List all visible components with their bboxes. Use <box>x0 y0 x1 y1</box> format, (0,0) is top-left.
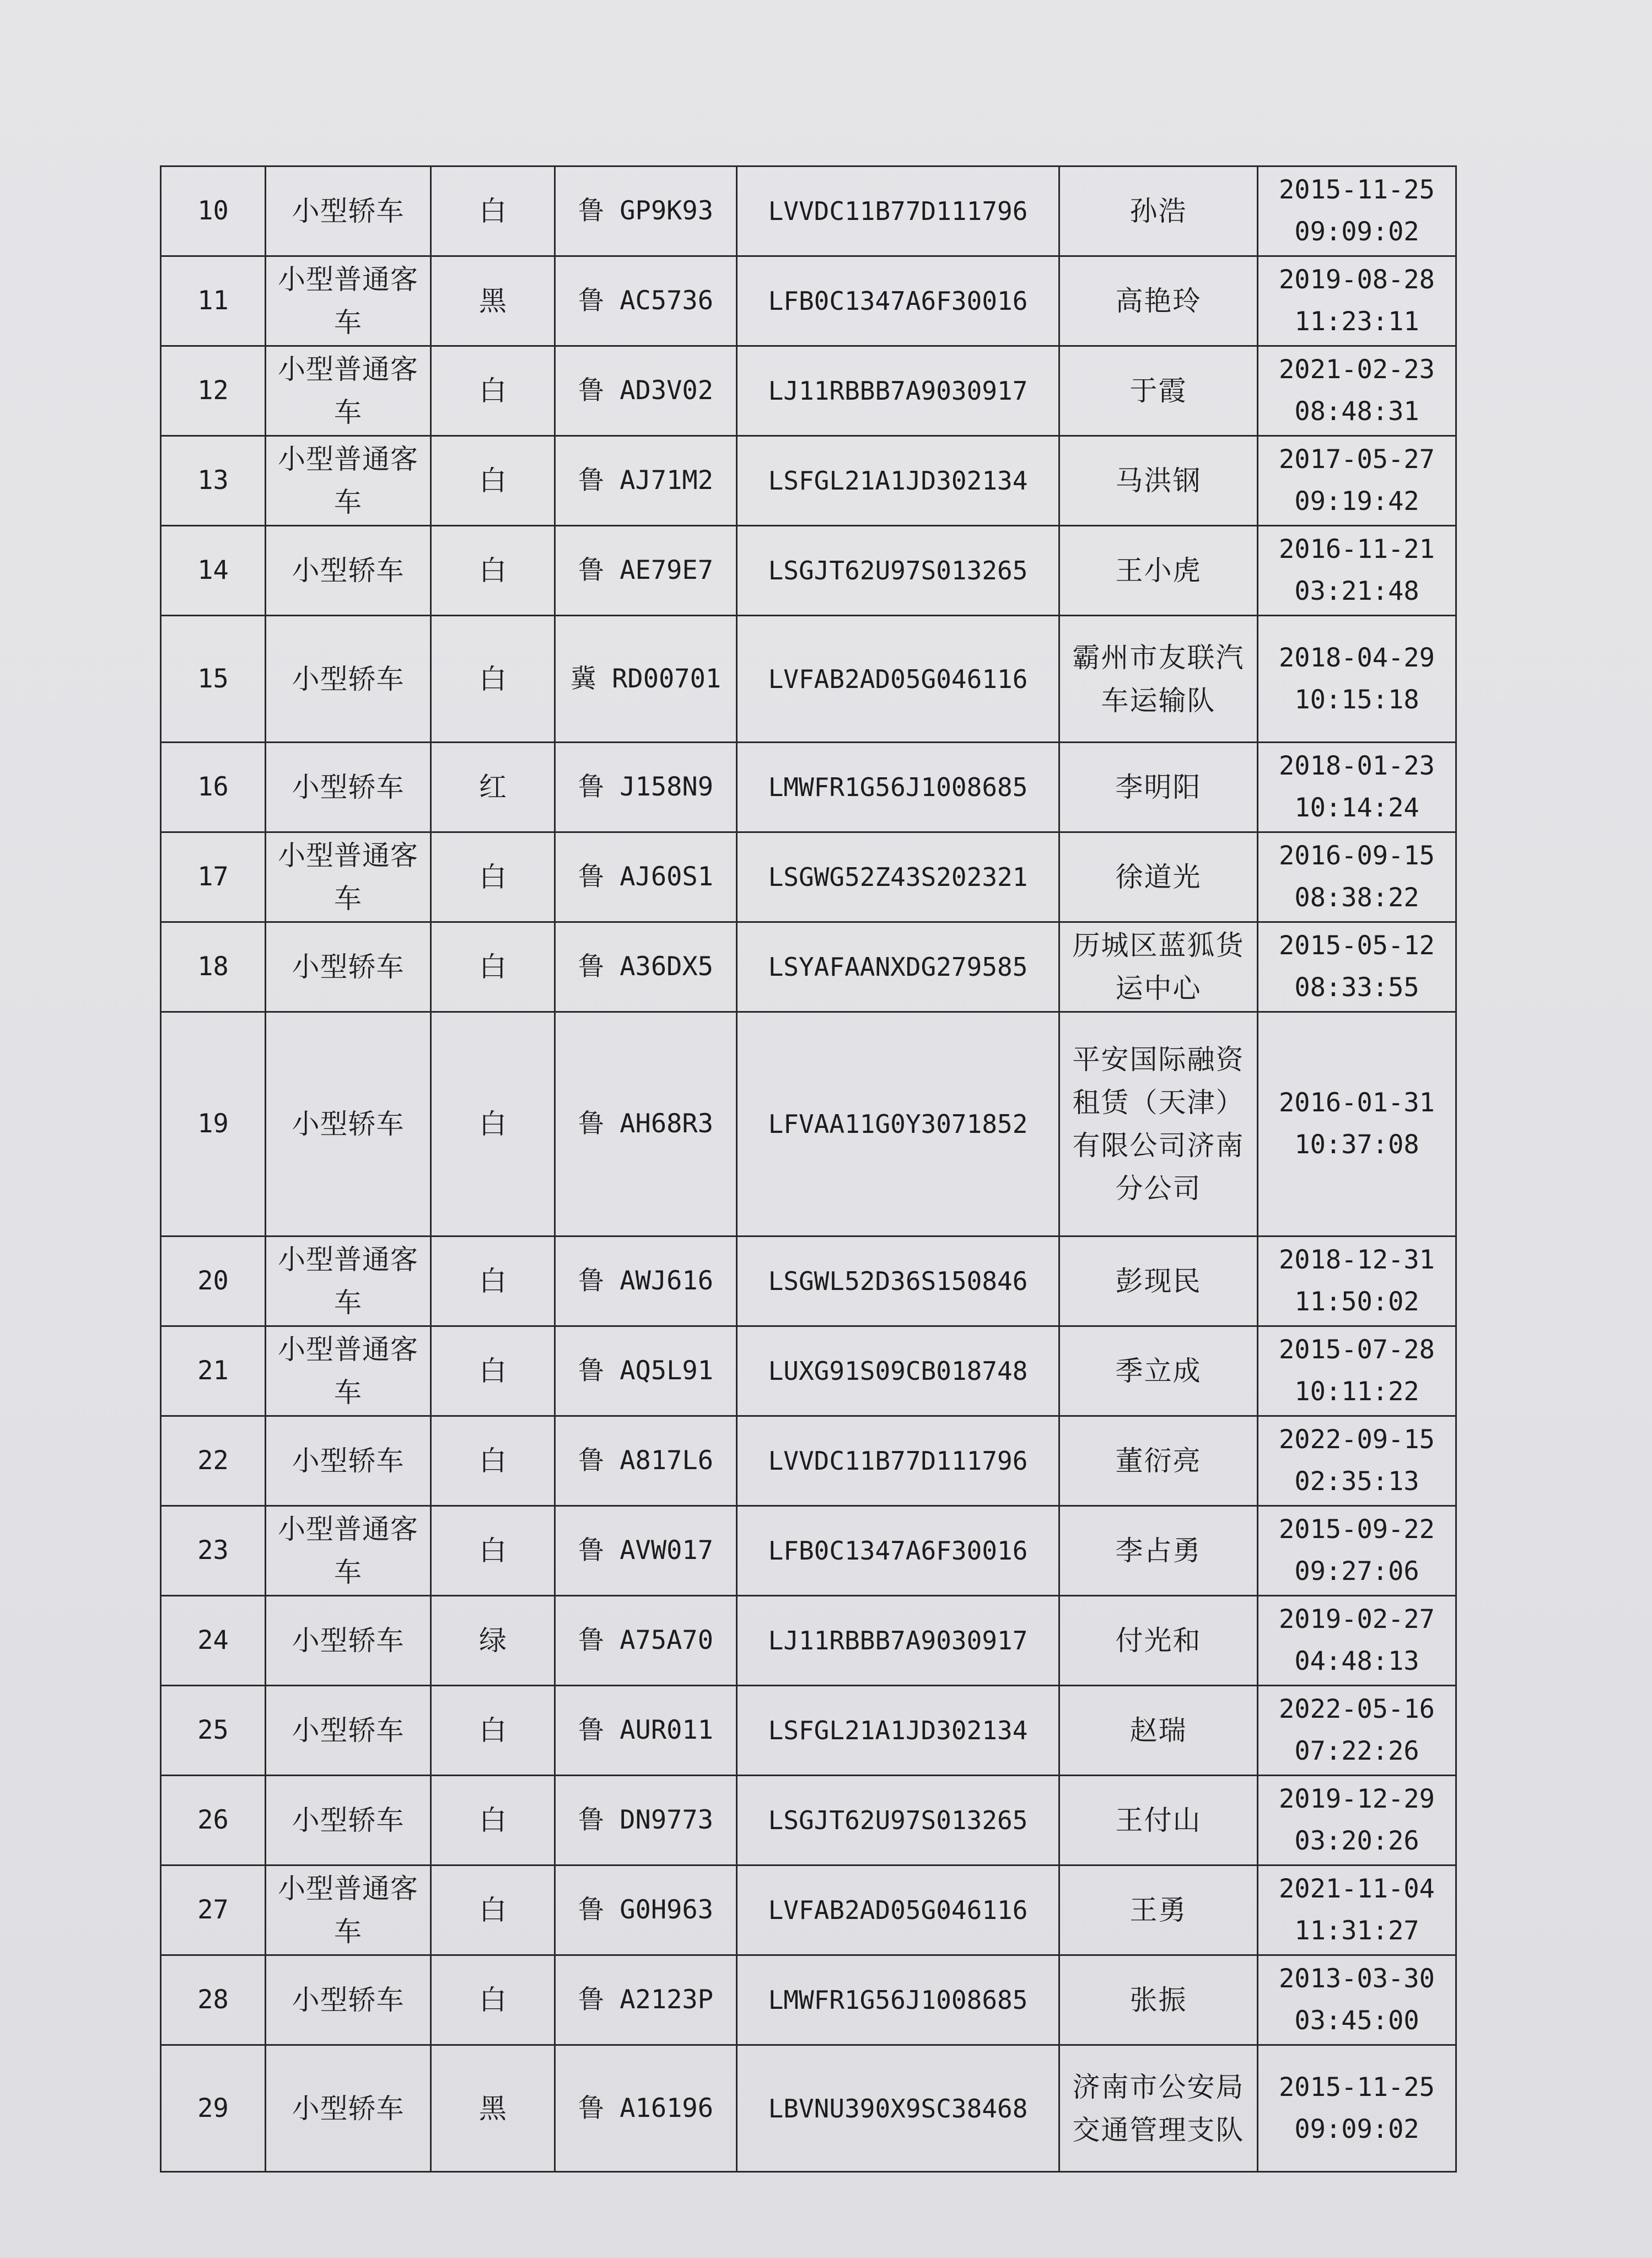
vin-cell: LJ11RBBB7A9030917 <box>737 346 1059 436</box>
vin-cell: LSYAFAANXDG279585 <box>737 922 1059 1012</box>
vehicle-color-cell: 白 <box>431 1012 555 1236</box>
vehicle-color-cell: 白 <box>431 616 555 743</box>
owner-cell: 霸州市友联汽车运输队 <box>1059 616 1258 743</box>
registration-datetime-cell: 2015-05-12 08:33:55 <box>1258 922 1456 1012</box>
owner-cell: 高艳玲 <box>1059 256 1258 346</box>
table-row <box>161 1506 1456 1596</box>
plate-number-cell: 鲁 J158N9 <box>555 743 737 832</box>
vehicle-type-cell: 小型轿车 <box>266 616 431 743</box>
registration-datetime-cell: 2022-05-16 07:22:26 <box>1258 1686 1456 1776</box>
vehicle-color-cell: 白 <box>431 1776 555 1865</box>
vehicle-color-cell: 白 <box>431 436 555 526</box>
plate-number-cell: 鲁 A817L6 <box>555 1416 737 1506</box>
table-row <box>161 922 1456 1012</box>
owner-cell: 于霞 <box>1059 346 1258 436</box>
vin-cell: LVVDC11B77D111796 <box>737 1416 1059 1506</box>
vehicle-color-cell: 白 <box>431 166 555 256</box>
vehicle-type-cell: 小型普通客车 <box>266 1326 431 1416</box>
vehicle-color-cell: 红 <box>431 743 555 832</box>
vin-cell: LVVDC11B77D111796 <box>737 166 1059 256</box>
table-row <box>161 256 1456 346</box>
vehicle-type-cell: 小型普通客车 <box>266 436 431 526</box>
registration-datetime-cell: 2018-12-31 11:50:02 <box>1258 1236 1456 1326</box>
registration-datetime-cell: 2019-02-27 04:48:13 <box>1258 1596 1456 1686</box>
row-number-cell: 16 <box>161 743 266 832</box>
row-number-cell: 18 <box>161 922 266 1012</box>
owner-cell: 王小虎 <box>1059 526 1258 616</box>
owner-cell: 历城区蓝狐货运中心 <box>1059 922 1258 1012</box>
plate-number-cell: 鲁 A2123P <box>555 1955 737 2045</box>
vehicle-color-cell: 绿 <box>431 1596 555 1686</box>
vehicle-type-cell: 小型轿车 <box>266 166 431 256</box>
table-row <box>161 832 1456 922</box>
owner-cell: 董衍亮 <box>1059 1416 1258 1506</box>
plate-number-cell: 鲁 DN9773 <box>555 1776 737 1865</box>
table-row <box>161 1776 1456 1865</box>
registration-datetime-cell: 2016-01-31 10:37:08 <box>1258 1012 1456 1236</box>
registration-datetime-cell: 2021-02-23 08:48:31 <box>1258 346 1456 436</box>
vehicle-type-cell: 小型轿车 <box>266 1955 431 2045</box>
table-row <box>161 1012 1456 1236</box>
owner-cell: 张振 <box>1059 1955 1258 2045</box>
row-number-cell: 24 <box>161 1596 266 1686</box>
vehicle-type-cell: 小型轿车 <box>266 1012 431 1236</box>
vehicle-type-cell: 小型轿车 <box>266 1596 431 1686</box>
table-row <box>161 166 1456 256</box>
owner-cell: 李占勇 <box>1059 1506 1258 1596</box>
row-number-cell: 13 <box>161 436 266 526</box>
vehicle-type-cell: 小型轿车 <box>266 922 431 1012</box>
vehicle-color-cell: 白 <box>431 1865 555 1955</box>
owner-cell: 彭现民 <box>1059 1236 1258 1326</box>
registration-datetime-cell: 2013-03-30 03:45:00 <box>1258 1955 1456 2045</box>
vin-cell: LVFAB2AD05G046116 <box>737 1865 1059 1955</box>
registration-datetime-cell: 2016-11-21 03:21:48 <box>1258 526 1456 616</box>
plate-number-cell: 鲁 GP9K93 <box>555 166 737 256</box>
vin-cell: LVFAB2AD05G046116 <box>737 616 1059 743</box>
owner-cell: 赵瑞 <box>1059 1686 1258 1776</box>
row-number-cell: 11 <box>161 256 266 346</box>
vin-cell: LFB0C1347A6F30016 <box>737 1506 1059 1596</box>
row-number-cell: 12 <box>161 346 266 436</box>
plate-number-cell: 鲁 AD3V02 <box>555 346 737 436</box>
vehicle-color-cell: 白 <box>431 1506 555 1596</box>
vehicle-color-cell: 白 <box>431 1686 555 1776</box>
vehicle-type-cell: 小型轿车 <box>266 526 431 616</box>
table-row <box>161 1236 1456 1326</box>
plate-number-cell: 鲁 A36DX5 <box>555 922 737 1012</box>
registration-datetime-cell: 2019-12-29 03:20:26 <box>1258 1776 1456 1865</box>
registration-datetime-cell: 2015-07-28 10:11:22 <box>1258 1326 1456 1416</box>
owner-cell: 李明阳 <box>1059 743 1258 832</box>
table-row <box>161 1955 1456 2045</box>
row-number-cell: 23 <box>161 1506 266 1596</box>
registration-datetime-cell: 2015-09-22 09:27:06 <box>1258 1506 1456 1596</box>
table-row <box>161 1865 1456 1955</box>
vehicle-color-cell: 黑 <box>431 256 555 346</box>
table-row <box>161 436 1456 526</box>
vin-cell: LJ11RBBB7A9030917 <box>737 1596 1059 1686</box>
table-body <box>161 166 1456 2172</box>
table-row <box>161 346 1456 436</box>
owner-cell: 济南市公安局交通管理支队 <box>1059 2045 1258 2172</box>
row-number-cell: 10 <box>161 166 266 256</box>
table-row <box>161 526 1456 616</box>
table-row <box>161 1596 1456 1686</box>
vehicle-type-cell: 小型轿车 <box>266 1776 431 1865</box>
vin-cell: LSFGL21A1JD302134 <box>737 1686 1059 1776</box>
registration-datetime-cell: 2018-04-29 10:15:18 <box>1258 616 1456 743</box>
plate-number-cell: 鲁 AC5736 <box>555 256 737 346</box>
vehicle-type-cell: 小型普通客车 <box>266 1236 431 1326</box>
vin-cell: LSGJT62U97S013265 <box>737 526 1059 616</box>
owner-cell: 季立成 <box>1059 1326 1258 1416</box>
registration-datetime-cell: 2017-05-27 09:19:42 <box>1258 436 1456 526</box>
plate-number-cell: 鲁 AJ71M2 <box>555 436 737 526</box>
row-number-cell: 27 <box>161 1865 266 1955</box>
owner-cell: 马洪钢 <box>1059 436 1258 526</box>
owner-cell: 徐道光 <box>1059 832 1258 922</box>
vin-cell: LSFGL21A1JD302134 <box>737 436 1059 526</box>
owner-cell: 王付山 <box>1059 1776 1258 1865</box>
vehicle-color-cell: 白 <box>431 1416 555 1506</box>
vehicle-color-cell: 白 <box>431 1236 555 1326</box>
vehicle-type-cell: 小型普通客车 <box>266 256 431 346</box>
owner-cell: 平安国际融资租赁（天津）有限公司济南分公司 <box>1059 1012 1258 1236</box>
vehicle-color-cell: 白 <box>431 1955 555 2045</box>
registration-datetime-cell: 2022-09-15 02:35:13 <box>1258 1416 1456 1506</box>
row-number-cell: 25 <box>161 1686 266 1776</box>
vin-cell: LSGWG52Z43S202321 <box>737 832 1059 922</box>
row-number-cell: 21 <box>161 1326 266 1416</box>
vehicle-type-cell: 小型普通客车 <box>266 1865 431 1955</box>
vin-cell: LSGJT62U97S013265 <box>737 1776 1059 1865</box>
table-row <box>161 743 1456 832</box>
row-number-cell: 17 <box>161 832 266 922</box>
vehicle-type-cell: 小型普通客车 <box>266 1506 431 1596</box>
owner-cell: 孙浩 <box>1059 166 1258 256</box>
registration-datetime-cell: 2016-09-15 08:38:22 <box>1258 832 1456 922</box>
plate-number-cell: 鲁 AH68R3 <box>555 1012 737 1236</box>
plate-number-cell: 鲁 AWJ616 <box>555 1236 737 1326</box>
registration-datetime-cell: 2018-01-23 10:14:24 <box>1258 743 1456 832</box>
owner-cell: 付光和 <box>1059 1596 1258 1686</box>
vehicle-type-cell: 小型轿车 <box>266 2045 431 2172</box>
vehicle-type-cell: 小型轿车 <box>266 1686 431 1776</box>
registration-datetime-cell: 2015-11-25 09:09:02 <box>1258 166 1456 256</box>
plate-number-cell: 鲁 AE79E7 <box>555 526 737 616</box>
vehicle-color-cell: 白 <box>431 832 555 922</box>
vin-cell: LFB0C1347A6F30016 <box>737 256 1059 346</box>
row-number-cell: 29 <box>161 2045 266 2172</box>
table-row <box>161 1686 1456 1776</box>
registration-datetime-cell: 2021-11-04 11:31:27 <box>1258 1865 1456 1955</box>
vin-cell: LSGWL52D36S150846 <box>737 1236 1059 1326</box>
plate-number-cell: 鲁 AVW017 <box>555 1506 737 1596</box>
plate-number-cell: 冀 RD00701 <box>555 616 737 743</box>
row-number-cell: 20 <box>161 1236 266 1326</box>
vehicle-color-cell: 白 <box>431 346 555 436</box>
vehicle-color-cell: 白 <box>431 922 555 1012</box>
owner-cell: 王勇 <box>1059 1865 1258 1955</box>
vin-cell: LFVAA11G0Y3071852 <box>737 1012 1059 1236</box>
plate-number-cell: 鲁 A16196 <box>555 2045 737 2172</box>
plate-number-cell: 鲁 AQ5L91 <box>555 1326 737 1416</box>
vehicle-type-cell: 小型普通客车 <box>266 832 431 922</box>
registration-datetime-cell: 2015-11-25 09:09:02 <box>1258 2045 1456 2172</box>
vin-cell: LBVNU390X9SC38468 <box>737 2045 1059 2172</box>
table-row <box>161 616 1456 743</box>
plate-number-cell: 鲁 A75A70 <box>555 1596 737 1686</box>
plate-number-cell: 鲁 AJ60S1 <box>555 832 737 922</box>
plate-number-cell: 鲁 G0H963 <box>555 1865 737 1955</box>
plate-number-cell: 鲁 AUR011 <box>555 1686 737 1776</box>
vehicle-type-cell: 小型轿车 <box>266 1416 431 1506</box>
row-number-cell: 22 <box>161 1416 266 1506</box>
vehicle-type-cell: 小型普通客车 <box>266 346 431 436</box>
vehicle-color-cell: 白 <box>431 1326 555 1416</box>
table-row <box>161 2045 1456 2172</box>
vehicle-color-cell: 黑 <box>431 2045 555 2172</box>
vehicle-record-table <box>160 165 1457 2173</box>
row-number-cell: 26 <box>161 1776 266 1865</box>
vin-cell: LMWFR1G56J1008685 <box>737 743 1059 832</box>
table-row <box>161 1326 1456 1416</box>
row-number-cell: 19 <box>161 1012 266 1236</box>
vehicle-color-cell: 白 <box>431 526 555 616</box>
vin-cell: LMWFR1G56J1008685 <box>737 1955 1059 2045</box>
registration-datetime-cell: 2019-08-28 11:23:11 <box>1258 256 1456 346</box>
table-row <box>161 1416 1456 1506</box>
vin-cell: LUXG91S09CB018748 <box>737 1326 1059 1416</box>
row-number-cell: 14 <box>161 526 266 616</box>
row-number-cell: 15 <box>161 616 266 743</box>
row-number-cell: 28 <box>161 1955 266 2045</box>
vehicle-type-cell: 小型轿车 <box>266 743 431 832</box>
